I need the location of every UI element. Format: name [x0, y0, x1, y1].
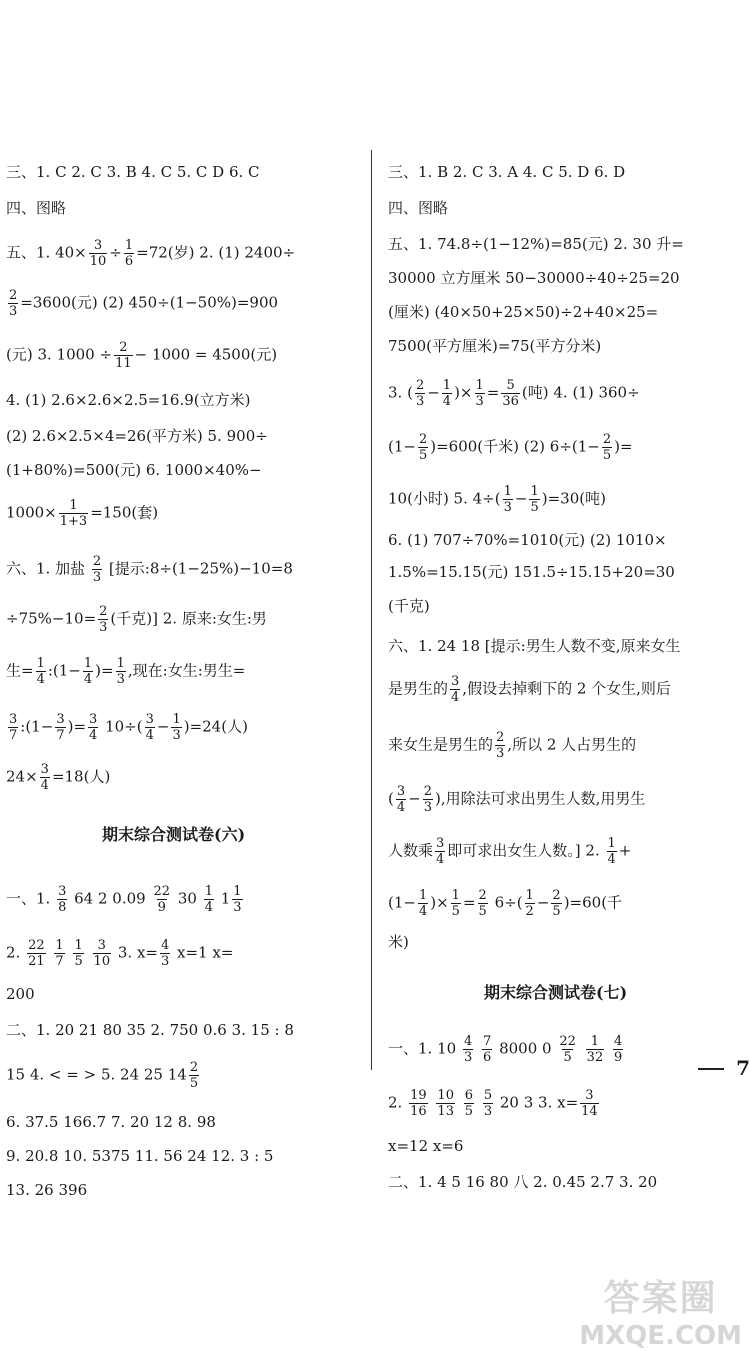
answer-line: 10(小时) 5. 4÷( $\frac{1}{3}$ − $\frac{1}{5}$ )=30(吨) [388, 484, 606, 515]
answer-line: 200 [6, 985, 35, 1003]
answer-line: 六、1. 加盐 $\frac{2}{3}$ [提示:8÷(1−25%)−10=8 [6, 554, 293, 585]
answer-line: 三、1. B 2. C 3. A 4. C 5. D 6. D [388, 163, 626, 181]
column-divider [371, 150, 372, 1070]
answer-line: $\frac{2}{3}$ =3600(元) (2) 450÷(1−50%)=900 [9, 288, 279, 319]
answer-line: 2. $\frac{19}{16}$ $\frac{10}{13}$ $\frac{6}{5}$ $\frac{5}{3}$ 20 3 3. x= $\frac{3}{14}$ [388, 1088, 598, 1119]
section-title: 期末综合测试卷(七) [484, 983, 628, 1002]
answer-line: 15 4. < = > 5. 24 25 14 $\frac{2}{5}$ [6, 1060, 199, 1091]
answer-line: $\frac{3}{7}$ :(1− $\frac{3}{7}$ )= $\frac{3}{4}$ 10÷( $\frac{3}{4}$ − $\frac{1}{3}$ )=24(人) [9, 712, 248, 743]
answer-line: 是男生的 $\frac{3}{4}$ ,假设去掉剩下的 2 个女生,则后 [388, 674, 671, 705]
answer-line: 3. ( $\frac{2}{3}$ − $\frac{1}{4}$ )× $\frac{1}{3}$ = $\frac{5}{36}$ (吨) 4. (1) 360÷ [388, 378, 640, 409]
answer-line: (千克) [388, 597, 430, 615]
watermark-logo: 答案圈 MXQE.COM [579, 1278, 742, 1351]
answer-line: (元) 3. 1000 ÷ $\frac{2}{11}$ − 1000 = 4500(元) [6, 340, 278, 371]
answer-line: 四、图略 [6, 199, 67, 217]
answer-line: (1+80%)=500(元) 6. 1000×40%− [6, 461, 262, 479]
answer-line: 米) [388, 933, 409, 951]
answer-line: (1− $\frac{1}{4}$ )× $\frac{1}{5}$ = $\frac{2}{5}$ 6÷( $\frac{1}{2}$ − $\frac{2}{5}$ )=60(千 [388, 888, 623, 919]
answer-line: 来女生是男生的 $\frac{2}{3}$ ,所以 2 人占男生的 [388, 730, 637, 761]
answer-line: x=12 x=6 [388, 1137, 464, 1155]
answer-line: 1000× $\frac{1}{1+3}$ =150(套) [6, 498, 159, 529]
answer-line: 4. (1) 2.6×2.6×2.5=16.9(立方米) [6, 391, 251, 409]
answer-line: (厘米) (40×50+25×50)÷2+40×25= [388, 303, 659, 321]
answer-line: (2) 2.6×2.5×4=26(平方米) 5. 900÷ [6, 427, 268, 445]
page-number-dash [698, 1068, 724, 1070]
answer-line: ( $\frac{3}{4}$ − $\frac{2}{3}$ ),用除法可求出男生人数,用男生 [388, 784, 646, 815]
answer-line: 2. $\frac{22}{21}$ $\frac{1}{7}$ $\frac{1}{5}$ $\frac{3}{10}$ 3. x= $\frac{4}{3}$ x=1 x= [6, 938, 234, 969]
answer-line: 二、1. 4 5 16 80 八 2. 0.45 2.7 3. 20 [388, 1173, 658, 1191]
answer-line: 生= $\frac{1}{4}$ :(1− $\frac{1}{4}$ )= $\frac{1}{3}$ ,现在:女生:男生= [6, 656, 246, 687]
answer-line: 6. (1) 707÷70%=1010(元) (2) 1010× [388, 531, 667, 549]
answer-line: 人数乘 $\frac{3}{4}$ 即可求出女生人数。] 2. $\frac{1}{4}$ + [388, 836, 632, 867]
answer-line: (1− $\frac{2}{5}$ )=600(千米) (2) 6÷(1− $\frac{2}{5}$ )= [388, 432, 633, 463]
answer-line: 五、1. 40× $\frac{3}{10}$ ÷ $\frac{1}{6}$ =72(岁) 2. (1) 2400÷ [6, 238, 296, 269]
section-title: 期末综合测试卷(六) [102, 825, 246, 844]
answer-line: 四、图略 [388, 199, 449, 217]
answer-line: 二、1. 20 21 80 35 2. 750 0.6 3. 15 : 8 [6, 1021, 294, 1039]
answer-line: 三、1. C 2. C 3. B 4. C 5. C D 6. C [6, 163, 260, 181]
answer-line: ÷75%−10= $\frac{2}{3}$ (千克)] 2. 原来:女生:男 [6, 604, 267, 635]
answer-line: 一、1. $\frac{3}{8}$ 64 2 0.09 $\frac{22}{9}$ 30 $\frac{1}{4}$ 1 $\frac{1}{3}$ [6, 884, 242, 915]
answer-line: 24× $\frac{3}{4}$ =18(人) [6, 762, 111, 793]
answer-line: 7500(平方厘米)=75(平方分米) [388, 337, 602, 355]
page-number: 7 [736, 1056, 750, 1080]
answer-line: 13. 26 396 [6, 1181, 88, 1199]
answer-line: 一、1. 10 $\frac{4}{3}$ $\frac{7}{6}$ 8000 0 $\frac{22}{5}$ $\frac{1}{32}$ $\frac{4}{9}$ [388, 1034, 623, 1065]
answer-line: 六、1. 24 18 [提示:男生人数不变,原来女生 [388, 637, 681, 655]
answer-line: 1.5%=15.15(元) 151.5÷15.15+20=30 [388, 563, 675, 581]
answer-line: 6. 37.5 166.7 7. 20 12 8. 98 [6, 1113, 216, 1131]
answer-line: 30000 立方厘米 50−30000÷40÷25=20 [388, 269, 680, 287]
answer-line: 9. 20.8 10. 5375 11. 56 24 12. 3 : 5 [6, 1147, 274, 1165]
answer-line: 五、1. 74.8÷(1−12%)=85(元) 2. 30 升= [388, 235, 684, 253]
